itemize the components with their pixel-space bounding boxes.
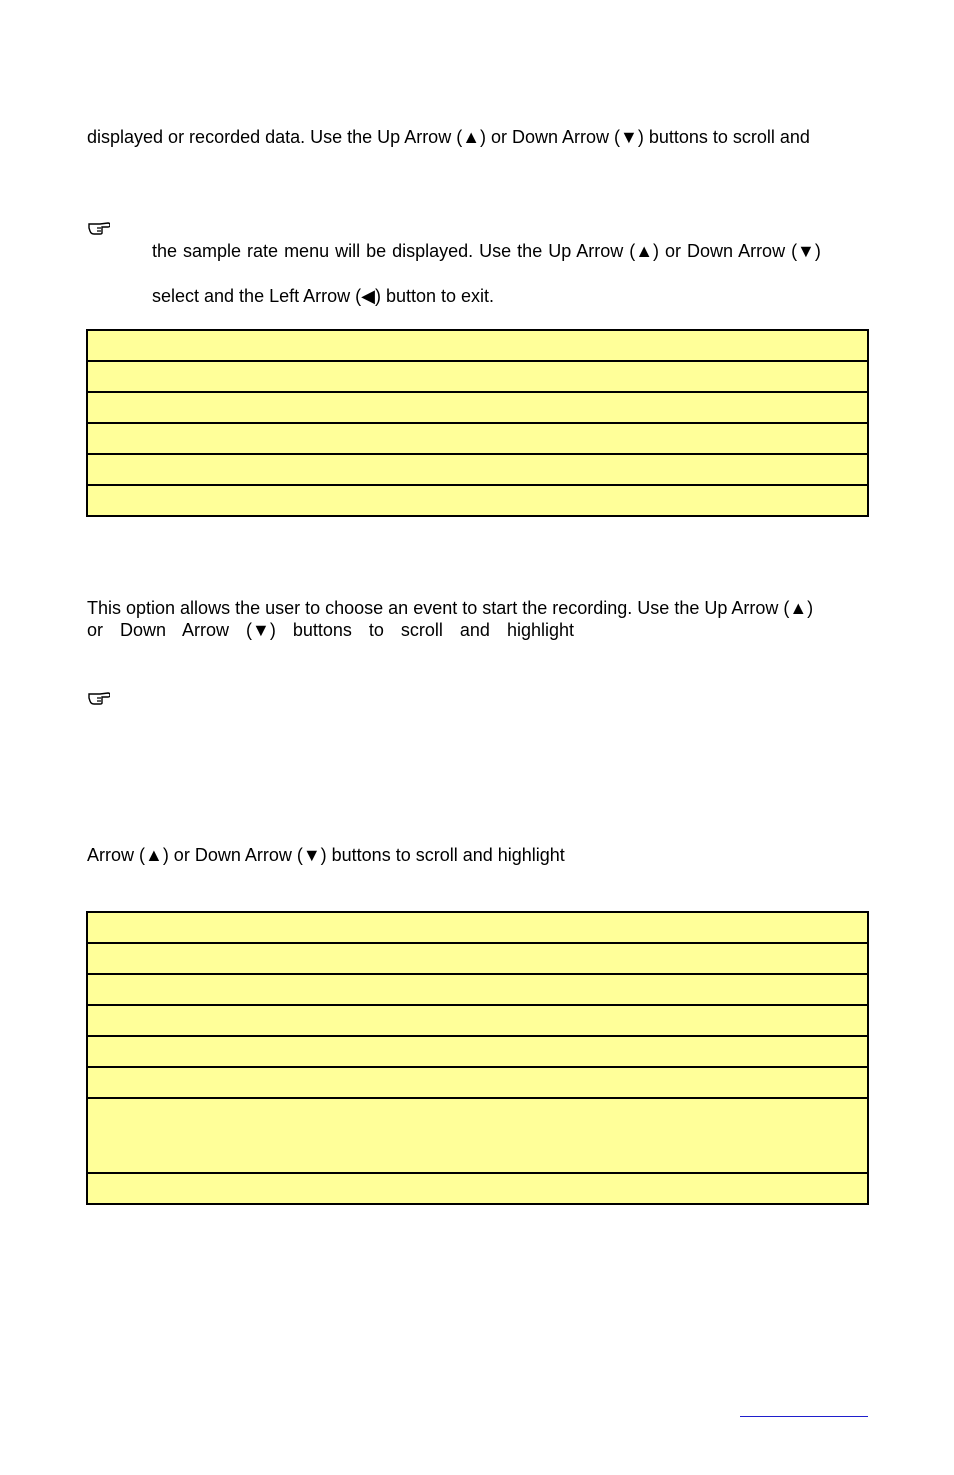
table-row (87, 974, 868, 1005)
table-row (87, 485, 868, 516)
table-row (87, 1005, 868, 1036)
table-cell (87, 485, 868, 516)
table-row (87, 454, 868, 485)
table-cell (87, 392, 868, 423)
note-text-line: the sample rate menu will be displayed. Use the Up Arrow (▲) or Down Arrow (▼) (152, 241, 821, 261)
body-text-line: Arrow (▲) or Down Arrow (▼) buttons to scroll and highlight (87, 845, 565, 865)
body-text-line: or Down Arrow (▼) buttons to scroll and highlight (87, 620, 574, 640)
table-cell (87, 361, 868, 392)
table-row (87, 392, 868, 423)
table-row (87, 1173, 868, 1204)
body-text-line: This option allows the user to choose an event to start the recording. Use the Up Arrow (▲) (87, 598, 814, 618)
table-cell (87, 330, 868, 361)
table-row (87, 1036, 868, 1067)
table-cell (87, 974, 868, 1005)
table-cell (87, 423, 868, 454)
table-cell (87, 1173, 868, 1204)
sample-rate-menu-table (86, 329, 869, 517)
footer-link[interactable] (740, 1416, 868, 1417)
table-row (87, 330, 868, 361)
note-text-line: select and the Left Arrow (◀) button to exit. (152, 286, 495, 306)
table-row (87, 1098, 868, 1173)
pointing-hand-icon (88, 689, 110, 705)
table-row (87, 943, 868, 974)
table-cell (87, 1005, 868, 1036)
body-text-line: displayed or recorded data. Use the Up Arrow (▲) or Down Arrow (▼) buttons to scroll and (87, 127, 810, 147)
table-cell (87, 1098, 868, 1173)
table-row (87, 361, 868, 392)
table-cell (87, 454, 868, 485)
table-row (87, 912, 868, 943)
start-event-menu-table (86, 911, 869, 1205)
table-row (87, 423, 868, 454)
table-cell (87, 1067, 868, 1098)
table-cell (87, 1036, 868, 1067)
table-cell (87, 943, 868, 974)
pointing-hand-icon (88, 219, 110, 235)
table-row (87, 1067, 868, 1098)
table-cell (87, 912, 868, 943)
